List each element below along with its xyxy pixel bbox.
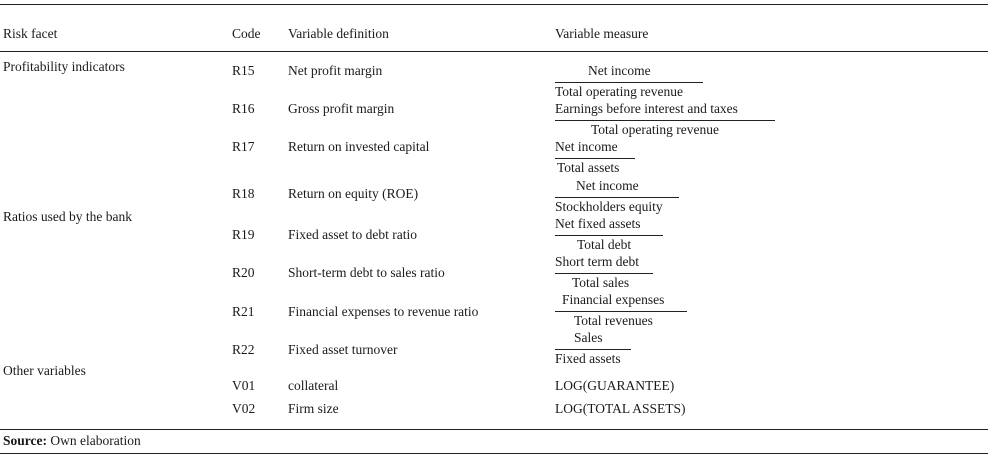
row-definition: Return on equity (ROE)	[288, 186, 419, 201]
row-code: R17	[232, 139, 255, 154]
row-code: R20	[232, 265, 255, 280]
row-code: R18	[232, 186, 255, 201]
row-definition: Net profit margin	[288, 63, 383, 78]
fraction-bar	[555, 235, 663, 236]
fraction-numerator: Earnings before interest and taxes	[555, 101, 738, 116]
source-note	[3, 433, 141, 449]
row-code: V02	[232, 401, 256, 416]
source-rule	[0, 453, 988, 454]
facet-other-variables: Other variables	[3, 363, 86, 378]
fraction-numerator: Short term debt	[555, 254, 639, 269]
fraction-bar	[555, 82, 703, 83]
facet-profitability: Profitability indicators	[3, 59, 125, 74]
row-definition: collateral	[288, 378, 339, 393]
table-top-rule	[0, 4, 988, 5]
row-code: R19	[232, 227, 255, 242]
row-definition: Fixed asset to debt ratio	[288, 227, 417, 242]
row-measure: LOG(GUARANTEE)	[555, 378, 675, 393]
row-code: V01	[232, 378, 256, 393]
header-rule	[0, 51, 988, 52]
row-code: R16	[232, 101, 255, 116]
row-definition: Short-term debt to sales ratio	[288, 265, 445, 280]
source-text: Own elaboration	[50, 433, 141, 448]
fraction-denominator: Stockholders equity	[555, 199, 663, 214]
fraction-denominator: Total debt	[577, 237, 632, 252]
row-definition: Fixed asset turnover	[288, 342, 398, 357]
fraction-bar	[555, 273, 653, 274]
facet-bank-ratios: Ratios used by the bank	[3, 209, 132, 224]
row-definition: Firm size	[288, 401, 339, 416]
fraction-numerator: Net fixed assets	[555, 216, 641, 231]
fraction-numerator: Sales	[574, 330, 603, 345]
fraction-denominator: Total revenues	[574, 313, 653, 328]
row-measure: LOG(TOTAL ASSETS)	[555, 401, 686, 416]
fraction-denominator: Total assets	[557, 160, 620, 175]
row-code: R21	[232, 304, 255, 319]
fraction-bar	[555, 120, 775, 121]
header-variable-definition: Variable definition	[288, 26, 389, 41]
source-label: Source:	[3, 433, 47, 448]
row-definition: Financial expenses to revenue ratio	[288, 304, 479, 319]
fraction-bar	[555, 197, 679, 198]
fraction-numerator: Financial expenses	[562, 292, 665, 307]
row-definition: Return on invested capital	[288, 139, 430, 154]
header-variable-measure: Variable measure	[555, 26, 649, 41]
row-definition: Gross profit margin	[288, 101, 395, 116]
fraction-numerator: Net income	[555, 139, 618, 154]
table-bottom-rule	[0, 429, 988, 430]
fraction-bar	[555, 158, 635, 159]
row-code: R15	[232, 63, 255, 78]
fraction-numerator: Net income	[576, 178, 639, 193]
fraction-denominator: Total operating revenue	[591, 122, 719, 137]
fraction-denominator: Total operating revenue	[555, 84, 683, 99]
fraction-denominator: Total sales	[572, 275, 630, 290]
row-code: R22	[232, 342, 255, 357]
header-code: Code	[232, 26, 261, 41]
header-risk-facet: Risk facet	[3, 26, 58, 41]
fraction-numerator: Net income	[588, 63, 651, 78]
fraction-bar	[555, 311, 687, 312]
fraction-denominator: Fixed assets	[555, 351, 621, 366]
fraction-bar	[555, 349, 631, 350]
